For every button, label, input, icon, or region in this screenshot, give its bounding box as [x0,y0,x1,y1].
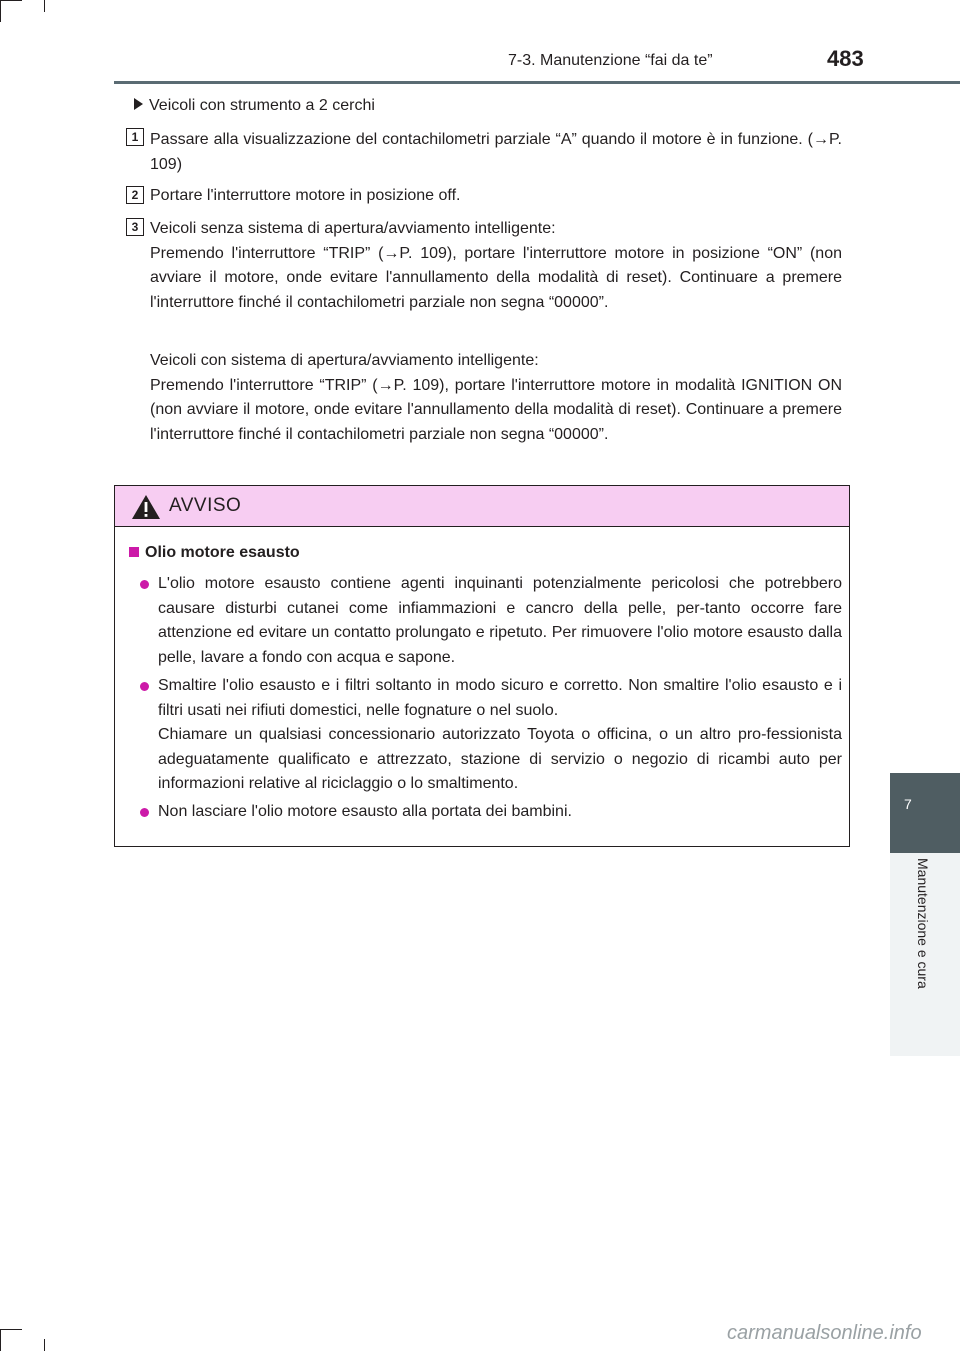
circle-bullet-icon [140,580,149,589]
variant-heading-text: Veicoli con strumento a 2 cerchi [149,97,375,114]
crop-mark [0,1329,22,1330]
step-number-1: 1 [126,128,144,146]
step-3-alt-paragraph: Premendo l'interruttore “TRIP” (→P. 109), portare l'interruttore motore in modalità IGNITION ON (non avviare il motore, onde evitare l'annullamento della modalità di reset). Continuare a premere l'interruttore finché il contachilometri parziale non segna “00000”. [150,376,842,443]
footer-watermark: carmanualsonline.info [727,1322,922,1344]
chapter-tab [890,773,960,853]
warning-bullet-paragraph: Smaltire l'olio esausto e i filtri soltanto in modo sicuro e corretto. Non smaltire l'olio esausto e i filtri usati nei rifiuti domestici, nelle fognature o nel suolo. [158,677,842,719]
square-bullet-icon [129,547,139,557]
crop-mark [44,1339,45,1351]
warning-bullet-paragraph: Non lasciare l'olio motore esausto alla portata dei bambini. [158,803,572,820]
warning-box [114,485,850,847]
header-rule [114,81,960,84]
crop-mark [0,0,22,1]
triangle-bullet-icon [134,98,143,110]
step-3-alt-paragraph: Veicoli con sistema di apertura/avviamento intelligente: [150,352,539,369]
step-2-paragraph: Portare l'interruttore motore in posizione off. [150,187,461,204]
circle-bullet-icon [140,808,149,817]
chapter-title: Manutenzione e cura [915,858,931,989]
warning-bullet-paragraph: L'olio motore esausto contiene agenti inquinanti potenzialmente pericolosi che potrebbero causare disturbi cutanei come infiammazioni e cancro della pelle, per-tanto occorre fare attenzione ed evitare un contatto prolungato e ripetuto. Per rimuovere l'olio motore esausto dalla pelle, lavare a fondo con acqua e sapone. [158,575,842,666]
step-3-paragraph: Premendo l'interruttore “TRIP” (→P. 109), portare l'interruttore motore in posizione “ON” (non avviare il motore, onde evitare l'annullamento della modalità di reset). Continuare a premere l'interruttore finché il contachilometri parziale non segna “00000”. [150,244,842,311]
variant-heading [134,97,375,115]
step-3-alt-text [150,349,842,447]
step-2-text [150,184,842,209]
warning-triangle-icon [131,494,161,520]
warning-bullet [158,800,842,825]
page-number: 483 [827,46,864,71]
crop-mark [0,1329,1,1351]
warning-header [115,486,849,527]
warning-bullet-paragraph: Chiamare un qualsiasi concessionario autorizzato Toyota o officina, o un altro pro-fessionista adeguatamente qualificato e attrezzato, stazione di servizio o negozio di ricambi auto per informazioni relative al riciclaggio o lo smaltimento. [158,726,842,792]
warning-bullet [158,572,842,670]
section-title: 7-3. Manutenzione “fai da te” [508,52,713,69]
step-number-2: 2 [126,186,144,204]
step-3-text [150,217,842,315]
warning-title: AVVISO [169,495,242,516]
crop-mark [0,0,1,22]
circle-bullet-icon [140,682,149,691]
step-number-3: 3 [126,218,144,236]
crop-mark [44,0,45,12]
chapter-number: 7 [904,796,912,812]
warning-section-heading-text: Olio motore esausto [145,544,300,561]
step-1-text [150,128,842,177]
warning-section-heading [129,544,300,562]
step-3-paragraph: Veicoli senza sistema di apertura/avviamento intelligente: [150,220,556,237]
warning-bullet [158,674,842,797]
step-1-paragraph: Passare alla visualizzazione del contachilometri parziale “A” quando il motore è in funzione. (→P. 109) [150,131,842,173]
